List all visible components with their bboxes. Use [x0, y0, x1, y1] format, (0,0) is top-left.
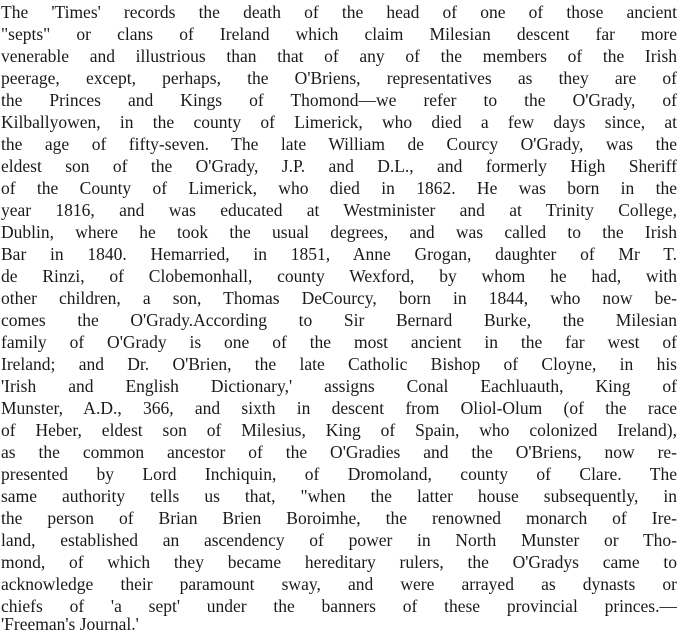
article-line: "septs" or clans of Ireland which claim Milesian descent far more: [1, 24, 677, 44]
article-line: comes the O'Grady.According to Sir Bernard Burke, the Milesian: [1, 310, 677, 330]
article-line: acknowledge their paramount sway, and were arrayed as dynasts or: [1, 574, 677, 594]
article-line: year 1816, and was educated at Westminister and at Trinity College,: [1, 200, 677, 220]
article-line: peerage, except, perhaps, the O'Briens, representatives as they are of: [1, 68, 677, 88]
article-source: 'Freeman's Journal.': [1, 614, 139, 634]
article-line: Munster, A.D., 366, and sixth in descent from Oliol-Olum (of the race: [1, 398, 677, 418]
article-line: Dublin, where he took the usual degrees, and was called to the Irish: [1, 222, 677, 242]
article-line: land, established an ascendency of power in North Munster or Tho-: [1, 530, 677, 550]
article-line: same authority tells us that, "when the latter house subsequently, in: [1, 486, 677, 506]
article-line: Ireland; and Dr. O'Brien, the late Catholic Bishop of Cloyne, in his: [1, 354, 677, 374]
article-line: Bar in 1840. Hemarried, in 1851, Anne Grogan, daughter of Mr T.: [1, 244, 677, 264]
article-line: of the County of Limerick, who died in 1862. He was born in the: [1, 178, 677, 198]
article-line: the person of Brian Brien Boroimhe, the renowned monarch of Ire-: [1, 508, 677, 528]
article-line: presented by Lord Inchiquin, of Dromoland, county of Clare. The: [1, 464, 677, 484]
article-line: as the common ancestor of the O'Gradies and the O'Briens, now re-: [1, 442, 677, 462]
article-line: Kilballyowen, in the county of Limerick, who died a few days since, at: [1, 112, 677, 132]
article-line: de Rinzi, of Clobemonhall, county Wexford, by whom he had, with: [1, 266, 677, 286]
article-line: the age of fifty-seven. The late William de Courcy O'Grady, was the: [1, 134, 677, 154]
article-line: mond, of which they became hereditary rulers, the O'Gradys came to: [1, 552, 677, 572]
article-line: The 'Times' records the death of the head of one of those ancient: [1, 2, 677, 22]
article-line: chiefs of 'a sept' under the banners of these provincial princes.—: [1, 596, 677, 616]
article-line: of Heber, eldest son of Milesius, King of Spain, who colonized Ireland),: [1, 420, 677, 440]
article-line: 'Irish and English Dictionary,' assigns Conal Eachluauth, King of: [1, 376, 677, 396]
article-line: other children, a son, Thomas DeCourcy, born in 1844, who now be-: [1, 288, 677, 308]
article-line: venerable and illustrious than that of any of the members of the Irish: [1, 46, 677, 66]
article-line: eldest son of the O'Grady, J.P. and D.L., and formerly High Sheriff: [1, 156, 677, 176]
article-line: family of O'Grady is one of the most ancient in the far west of: [1, 332, 677, 352]
article-line: the Princes and Kings of Thomond—we refer to the O'Grady, of: [1, 90, 677, 110]
